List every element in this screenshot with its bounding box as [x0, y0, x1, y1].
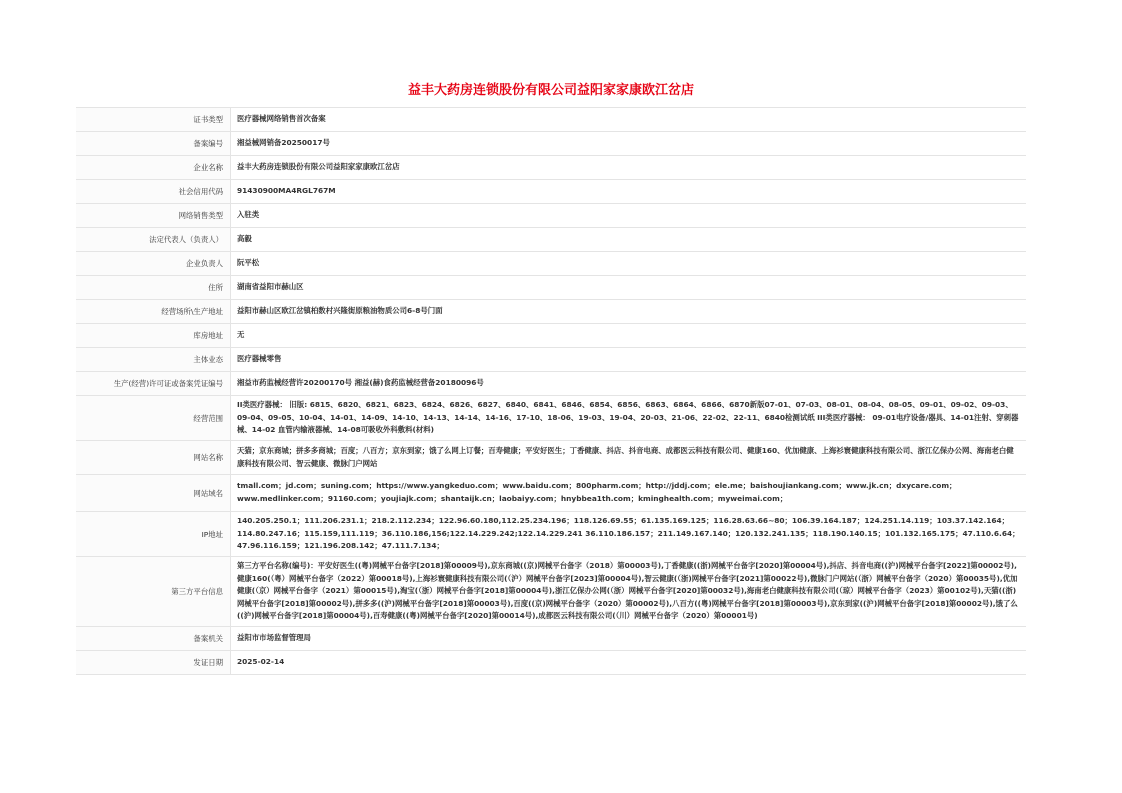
field-value — [231, 396, 1027, 441]
field-value: 阮平松 — [231, 252, 1027, 276]
field-label: 社会信用代码 — [76, 180, 231, 204]
field-value: 益阳市赫山区欧江岔镇柏数村兴隆街原粮油物质公司6-8号门面 — [231, 300, 1027, 324]
field-value: 医疗器械零售 — [231, 348, 1027, 372]
table-row — [76, 204, 1026, 228]
table-row — [76, 156, 1026, 180]
table-row — [76, 441, 1026, 475]
field-value: 益阳市市场监督管理局 — [231, 626, 1027, 650]
field-value: 2025-02-14 — [231, 650, 1027, 674]
field-label: 库房地址 — [76, 324, 231, 348]
table-row — [76, 180, 1026, 204]
table-row — [76, 276, 1026, 300]
table-row — [76, 228, 1026, 252]
field-value: 无 — [231, 324, 1027, 348]
field-value: 湖南省益阳市赫山区 — [231, 276, 1027, 300]
field-value: 湘益械网销备20250017号 — [231, 132, 1027, 156]
field-value: 高毅 — [231, 228, 1027, 252]
field-label: IP地址 — [76, 512, 231, 557]
field-label: 经营范围 — [76, 396, 231, 441]
field-value-text: 第三方平台名称(编号)：平安好医生((粤)网械平台备字[2018]第00009号),京东商城((京)网械平台备字（2018）第00003号),丁香健康((浙)网械平台备字[2020]第00004号),抖店、抖音电商((沪)网械平台备字[2022]第00002号),健康160(（粤）网械平台备字（2022）第00018号),上海衫寰健康科技有限公司(（沪）网械平台备字[2023]第00004号),智云健康(（浙)网械平台备字[2021]第00022号),微脉门户网站(（浙）网械平台备字（2020）第00035号),优加健康(（京）网械平台备字（2021）第00015号),淘宝(（浙）网械平台备字[2018]第00004号),浙江亿保办公网(（浙）网械平台备字[2020]第00032号),海南老白健康科技有限公司(（琼）网械平台备字（2023）第00102号),天猫((浙)网械平台备字[2018]第00002号),拼多多((沪)网械平台备字[2018]第00003号),百度((京)网械平台备字（2020）第00002号),八百方((粤)网械平台备字[2018]第00003号),京东到家((沪)网械平台备字[2018]第00002号),饿了么((沪)网械平台备字[2018]第00004号),百寿健康((粤)网械平台备字[2020]第00014号),成都医云科技有限公司(（川）网械平台备字（2020）第00001号) — [237, 561, 1018, 621]
field-value — [231, 557, 1027, 627]
table-row — [76, 650, 1026, 674]
table-row — [76, 324, 1026, 348]
field-value — [231, 512, 1027, 557]
record-sheet — [76, 75, 1026, 675]
table-row — [76, 348, 1026, 372]
table-row — [76, 396, 1026, 441]
field-value: 91430900MA4RGL767M — [231, 180, 1027, 204]
field-label: 证书类型 — [76, 108, 231, 132]
field-label: 网站名称 — [76, 441, 231, 475]
field-value-text: II类医疗器械： 旧版: 6815、6820、6821、6823、6824、6826、6827、6840、6841、6846、6854、6856、6863、6864、6866、6870新版07-01、07-03、08-01、08-04、08-05、09-01、09-02、09-03、09-04、09-05、10-04、14-01、14-09、14-10、14-13、14-14、14-16、17-10、18-06、19-03、19-04、20-03、21-06、22-02、22-11、6840检测试纸 III类医疗器械： 09-01电疗设备/器具、14-01注射、穿刺器械、14-02 血管内输液器械、14-08可吸收外科敷料(材料) — [237, 400, 1019, 435]
field-label: 备案机关 — [76, 626, 231, 650]
field-label: 法定代表人（负责人） — [76, 228, 231, 252]
field-label: 企业名称 — [76, 156, 231, 180]
table-row — [76, 372, 1026, 396]
table-row — [76, 557, 1026, 627]
field-label: 企业负责人 — [76, 252, 231, 276]
field-label: 网络销售类型 — [76, 204, 231, 228]
field-value: 湘益市药监械经营许20200170号 湘益(赫)食药监械经营备20180096号 — [231, 372, 1027, 396]
field-value — [231, 441, 1027, 475]
field-label: 生产(经营)许可证或备案凭证编号 — [76, 372, 231, 396]
field-value: 医疗器械网络销售首次备案 — [231, 108, 1027, 132]
field-value — [231, 475, 1027, 512]
field-value: 益丰大药房连锁股份有限公司益阳家家康欧江岔店 — [231, 156, 1027, 180]
field-label: 第三方平台信息 — [76, 557, 231, 627]
table-row — [76, 512, 1026, 557]
table-row — [76, 252, 1026, 276]
field-label: 住所 — [76, 276, 231, 300]
field-label: 主体业态 — [76, 348, 231, 372]
table-row — [76, 108, 1026, 132]
field-value-text: 140.205.250.1；111.206.231.1；218.2.112.234；122.96.60.180,112.25.234.196；118.126.69.55；61.135.169.125；116.28.63.66~80；106.39.164.187；124.251.14.119；103.37.142.164；114.80.247.16；115.159,111.119；36.110.186,156;122.14.229.242;122.14.229.241 36.110.186.157；211.149.167.140；120.132.241.135；118.190.140.15；101.132.165.175；47.110.6.64；47.96.116.159；121.196.208.142；47.111.7.134； — [237, 516, 1020, 551]
page-title: 益丰大药房连锁股份有限公司益阳家家康欧江岔店 — [76, 75, 1026, 108]
field-value-text: 天猫；京东商城；拼多多商城；百度；八百方；京东到家；饿了么网上订餐；百寿健康；平安好医生；丁香健康、抖店、抖音电商、成都医云科技有限公司、健康160、优加健康、上海衫寰健康科技有限公司、浙江亿保办公网、海南老白健康科技有限公司、智云健康、微脉门户网站 — [237, 445, 1014, 468]
table-row — [76, 475, 1026, 512]
record-table — [76, 108, 1026, 675]
field-label: 经营场所\生产地址 — [76, 300, 231, 324]
field-label: 发证日期 — [76, 650, 231, 674]
table-row — [76, 626, 1026, 650]
field-value: 入驻类 — [231, 204, 1027, 228]
field-label: 网站域名 — [76, 475, 231, 512]
table-row — [76, 300, 1026, 324]
field-label: 备案编号 — [76, 132, 231, 156]
table-row — [76, 132, 1026, 156]
field-value-text: tmall.com；jd.com；suning.com；https://www.yangkeduo.com；www.baidu.com；800pharm.com；http://jddj.com；ele.me；baishoujiankang.com；www.jk.cn；dxycare.com；www.medlinker.com；91160.com；youjiajk.com；shantaijk.cn；laobaiyy.com；hnybbea1th.com；kminghealth.com；myweimai.com； — [237, 481, 957, 503]
